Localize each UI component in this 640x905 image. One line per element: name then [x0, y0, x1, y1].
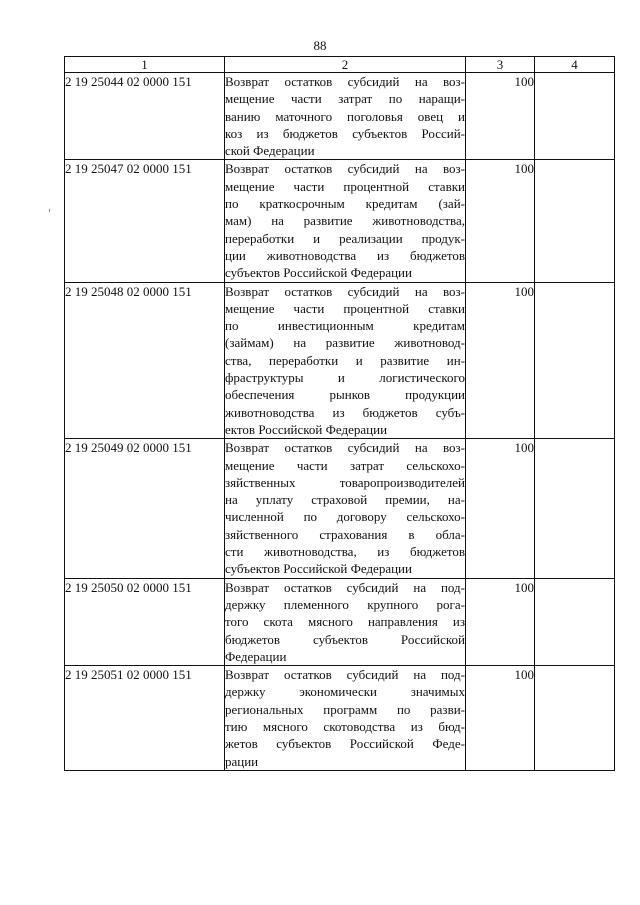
description-line: Федерации: [225, 648, 287, 664]
description-line: Возврат остатков субсидий на воз-: [225, 283, 465, 299]
column-4-cell: [535, 160, 615, 282]
description-line: Возврат остатков субсидий на воз-: [225, 74, 465, 89]
page-number: 88: [313, 38, 327, 53]
description-cell: [225, 439, 466, 578]
description-line: животноводства из бюджетов субъ-: [225, 404, 465, 420]
description-line: Возврат остатков субсидий на под-: [225, 579, 465, 595]
description-cell: [225, 666, 466, 771]
description-line: зяйственного страхования в обла-: [225, 526, 465, 542]
description-line: ства, переработки и развитие ин-: [225, 352, 465, 368]
description-line: переработки и реализации продук-: [225, 230, 465, 246]
description-line: держку племенного крупного рога-: [225, 596, 465, 612]
margin-mark: [49, 209, 50, 212]
table-row: [65, 160, 615, 282]
column-4-cell: [535, 73, 615, 160]
table-row: [65, 666, 615, 771]
description-line: по инвестиционным кредитам: [225, 318, 465, 334]
budget-code-cell: 2 19 25044 02 0000 151: [65, 73, 225, 160]
description-line: рации: [225, 753, 259, 769]
description-line: субъектов Российской Федерации: [225, 561, 412, 577]
header-row: [65, 57, 615, 73]
description-line: коз из бюджетов субъектов Россий-: [225, 125, 465, 141]
column-header-4: 4: [535, 57, 615, 73]
column-4-cell: [535, 666, 615, 771]
description-line: тию мясного скотоводства из бюд-: [225, 718, 465, 734]
description-line: (займам) на развитие животновод-: [225, 335, 465, 351]
description-cell: [225, 578, 466, 665]
description-line: Возврат остатков субсидий на воз-: [225, 161, 465, 177]
amount-cell: 100: [466, 578, 535, 665]
column-header-3: 3: [466, 57, 535, 73]
amount-cell: 100: [466, 666, 535, 771]
column-header-1: 1: [65, 57, 225, 73]
description-line: по краткосрочным кредитам (зай-: [225, 196, 465, 212]
amount-cell: 100: [466, 439, 535, 578]
column-header-2: 2: [225, 57, 466, 73]
description-line: ской Федерации: [225, 143, 315, 159]
budget-code-cell: 2 19 25049 02 0000 151: [65, 439, 225, 578]
amount-cell: 100: [466, 282, 535, 439]
table-row: [65, 578, 615, 665]
column-4-cell: [535, 282, 615, 439]
description-cell: [225, 160, 466, 282]
description-line: ции животноводства из бюджетов: [225, 247, 465, 263]
description-line: численной по договору сельскохо-: [225, 509, 465, 525]
description-line: того скота мясного направления из: [225, 614, 465, 630]
budget-code-cell: 2 19 25051 02 0000 151: [65, 666, 225, 771]
description-line: мещение части затрат по наращи-: [225, 91, 465, 107]
description-line: мещение части процентной ставки: [225, 178, 465, 194]
description-line: жетов субъектов Российской Феде-: [225, 736, 465, 752]
description-line: субъектов Российской Федерации: [225, 265, 412, 281]
description-line: Возврат остатков субсидий на под-: [225, 667, 465, 683]
description-line: ектов Российской Федерации: [225, 421, 388, 437]
description-line: обеспечения рынков продукции: [225, 387, 465, 403]
column-4-cell: [535, 578, 615, 665]
description-line: держку экономически значимых: [225, 684, 465, 700]
budget-code-cell: 2 19 25050 02 0000 151: [65, 578, 225, 665]
description-line: зяйственных товаропроизводителей: [225, 474, 465, 490]
budget-code-cell: 2 19 25048 02 0000 151: [65, 282, 225, 439]
description-line: мам) на развитие животноводства,: [225, 213, 465, 229]
description-line: фраструктуры и логистического: [225, 370, 465, 386]
description-line: на уплату страховой премии, на-: [225, 492, 465, 508]
description-cell: [225, 73, 466, 160]
budget-code-cell: 2 19 25047 02 0000 151: [65, 160, 225, 282]
table-row: [65, 439, 615, 578]
description-line: региональных программ по разви-: [225, 701, 465, 717]
description-line: мещение части процентной ставки: [225, 300, 465, 316]
description-line: сти животноводства, из бюджетов: [225, 544, 465, 560]
amount-cell: 100: [466, 73, 535, 160]
amount-cell: 100: [466, 160, 535, 282]
description-line: бюджетов субъектов Российской: [225, 631, 465, 647]
column-4-cell: [535, 439, 615, 578]
description-line: мещение части затрат сельскохо-: [225, 457, 465, 473]
description-cell: [225, 282, 466, 439]
description-line: Возврат остатков субсидий на воз-: [225, 440, 465, 456]
table-row: [65, 73, 615, 160]
table-body: [65, 73, 615, 771]
budget-codes-table: [64, 56, 615, 771]
table-row: [65, 282, 615, 439]
description-line: ванию маточного поголовья овец и: [225, 108, 465, 124]
